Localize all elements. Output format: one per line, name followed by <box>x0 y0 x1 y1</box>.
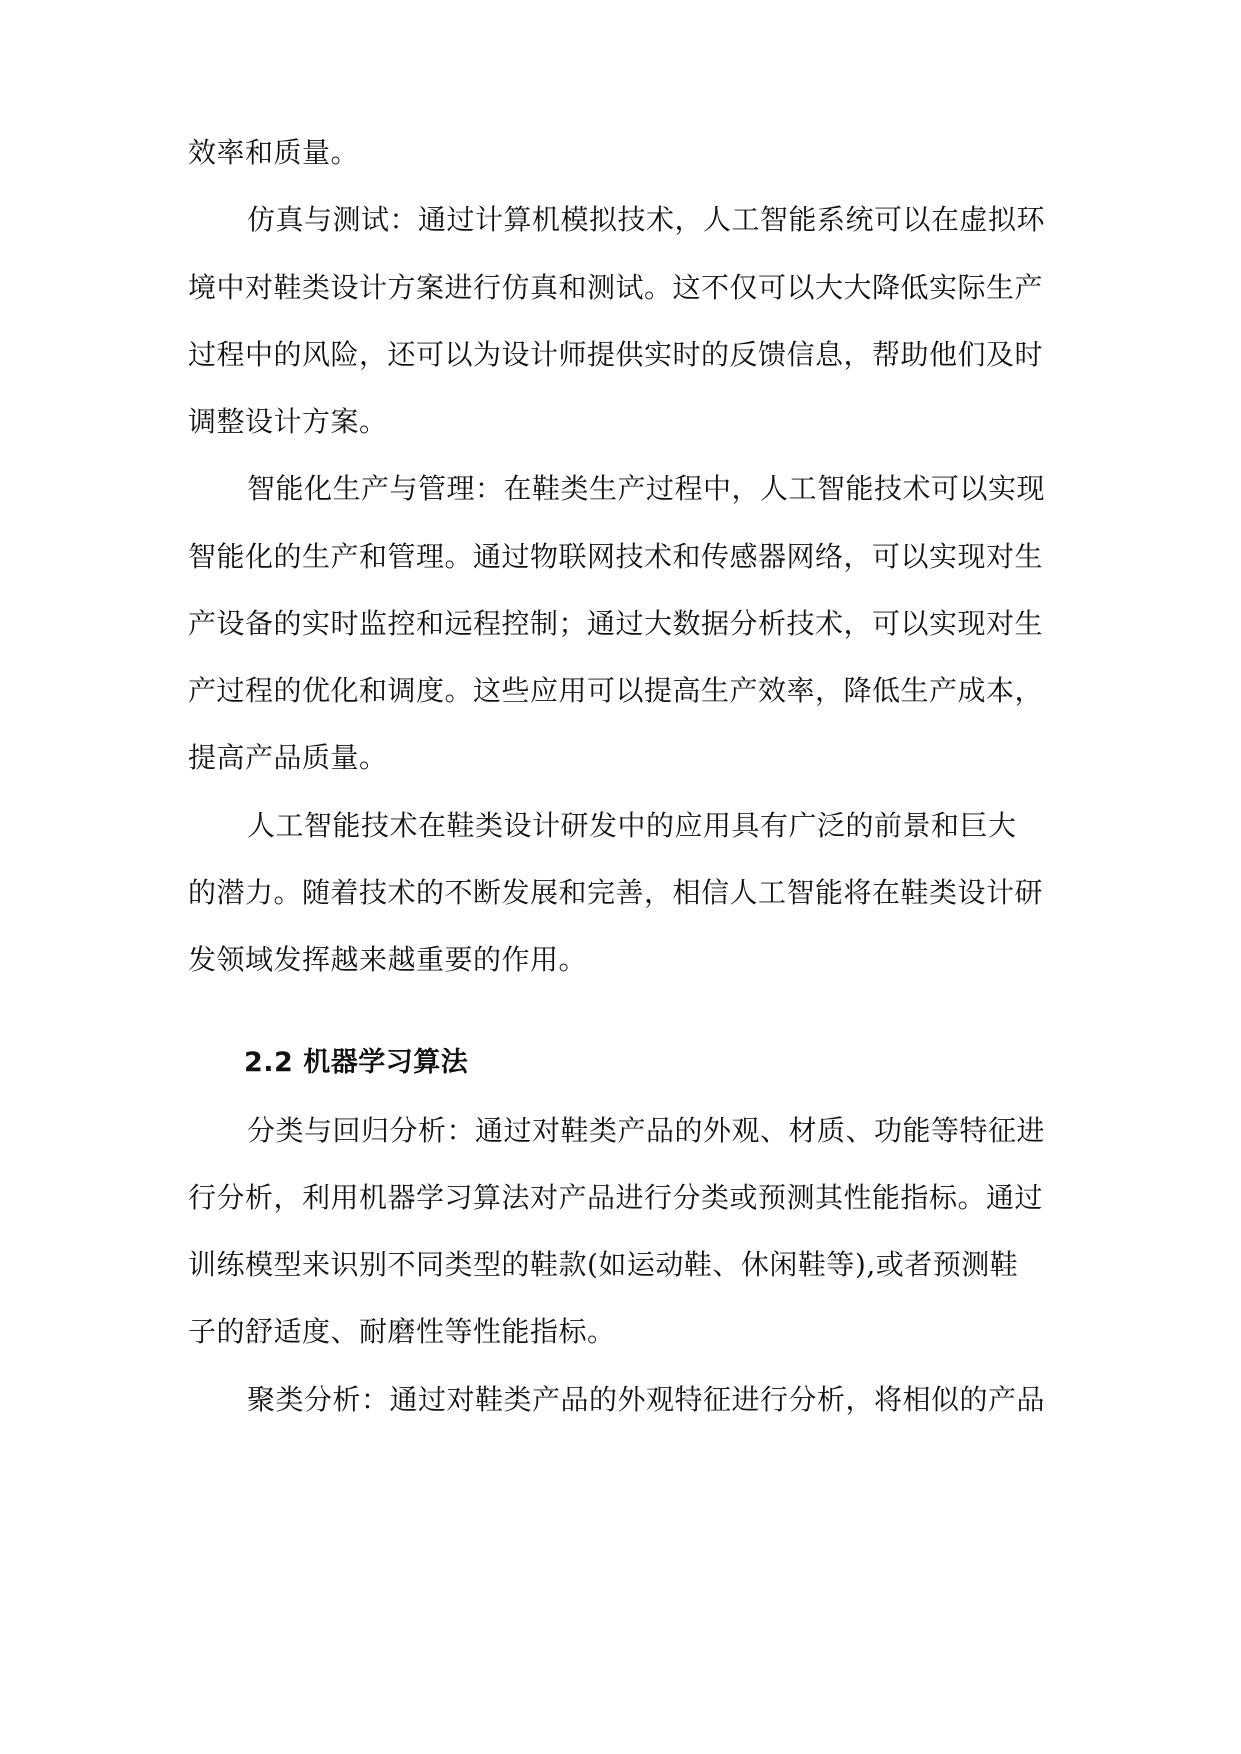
paragraph-line: 调整设计方案。 <box>188 405 388 438</box>
paragraph-line: 聚类分析：通过对鞋类产品的外观特征进行分析，将相似的产品 <box>247 1383 1046 1416</box>
paragraph-line: 提高产品质量。 <box>188 741 388 774</box>
paragraph-line: 分类与回归分析：通过对鞋类产品的外观、材质、功能等特征进 <box>247 1114 1046 1147</box>
paragraph-line: 过程中的风险，还可以为设计师提供实时的反馈信息，帮助他们及时 <box>188 338 1044 371</box>
paragraph-line: 智能化生产与管理：在鞋类生产过程中，人工智能技术可以实现 <box>247 472 1046 505</box>
paragraph-line: 训练模型来识别不同类型的鞋款(如运动鞋、休闲鞋等),或者预测鞋 <box>188 1248 1019 1281</box>
paragraph-line: 智能化的生产和管理。通过物联网技术和传感器网络，可以实现对生 <box>188 540 1044 573</box>
paragraph-line: 人工智能技术在鞋类设计研发中的应用具有广泛的前景和巨大 <box>247 809 1017 842</box>
section-heading: 2.2 机器学习算法 <box>244 1047 469 1078</box>
paragraph-line: 仿真与测试：通过计算机模拟技术，人工智能系统可以在虚拟环 <box>247 203 1046 236</box>
paragraph-line: 发领域发挥越来越重要的作用。 <box>188 943 588 976</box>
paragraph-line: 子的舒适度、耐磨性等性能指标。 <box>188 1315 616 1348</box>
paragraph-line: 产设备的实时监控和远程控制；通过大数据分析技术，可以实现对生 <box>188 607 1044 640</box>
paragraph-line: 行分析，利用机器学习算法对产品进行分类或预测其性能指标。通过 <box>188 1181 1044 1214</box>
paragraph-line: 效率和质量。 <box>188 136 360 169</box>
paragraph-line: 的潜力。随着技术的不断发展和完善，相信人工智能将在鞋类设计研 <box>188 876 1044 909</box>
paragraph-line: 境中对鞋类设计方案进行仿真和测试。这不仅可以大大降低实际生产 <box>188 271 1044 304</box>
paragraph-line: 产过程的优化和调度。这些应用可以提高生产效率，降低生产成本， <box>188 674 1044 707</box>
